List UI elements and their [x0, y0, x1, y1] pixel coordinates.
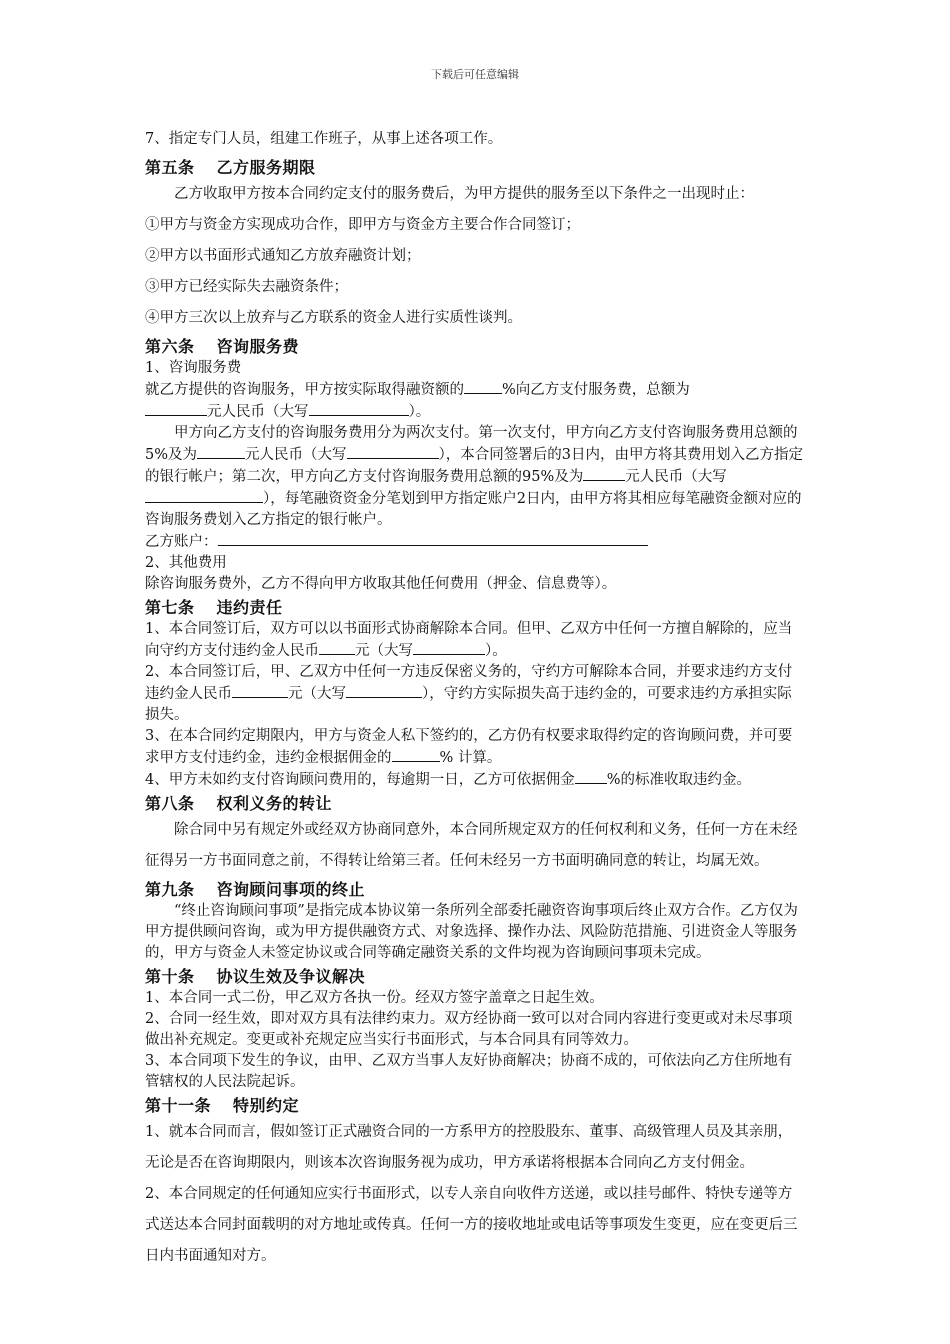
- article-6-section-1: 1、咨询服务费: [145, 360, 242, 376]
- article-5-heading: 第五条 乙方服务期限: [145, 158, 316, 177]
- article-6-heading: 第六条 咨询服务费: [145, 337, 300, 356]
- article-11-heading: 第十一条 特别约定: [145, 1096, 300, 1115]
- blank-percent: [464, 379, 502, 394]
- blank-penalty-2-words: [346, 683, 422, 698]
- blank-penalty-1-amount: [319, 640, 355, 655]
- blank-first-amount: [197, 444, 245, 459]
- article-7-clause-3: 3、在本合同约定期限内，甲方与资金人私下签约的，乙方仍有权要求取得约定的咨询顾问费，并可要求甲方支付违约金，违约金根据佣金的 % 计算。: [145, 728, 793, 766]
- article-8-paragraph: 除合同中另有规定外或经双方协商同意外，本合同所规定双方的任何权利和义务，任何一方在未经征得另一方书面同意之前，不得转让给第三者。任何未经另一方书面明确同意的转让，均属无效。: [145, 822, 798, 869]
- blank-total-words: [309, 401, 409, 416]
- article-10-heading: 第十条 协议生效及争议解决: [145, 967, 366, 986]
- article-7-clause-2: 2、本合同签订后，甲、乙双方中任何一方违反保密义务的，守约方可解除本合同，并要求违约方支付违约金人民币 元（大写 ），守约方实际损失高于违约金的，可要求违约方承担实际损失。: [145, 664, 793, 723]
- blank-second-words: [145, 488, 263, 503]
- blank-first-words: [347, 444, 439, 459]
- article-9-heading: 第九条 咨询顾问事项的终止: [145, 880, 366, 899]
- article-6-section-2: 2、其他费用: [145, 555, 227, 571]
- blank-commission-percent: [392, 747, 440, 762]
- blank-second-amount: [583, 466, 625, 481]
- intro-line: 7、指定专门人员，组建工作班子，从事上述各项工作。: [145, 131, 503, 147]
- article-9-paragraph: “终止咨询顾问事项”是指完成本协议第一条所列全部委托融资咨询事项后终止双方合作。乙方仅为甲方提供顾问咨询，或为甲方提供融资方式、对象选择、操作办法、风险防范措施、引进资金人等服务的，甲方与资金人未签定协议或合同等确定融资关系的文件均视为咨询顾问事项未完成。: [145, 903, 798, 961]
- article-10-clause-3: 3、本合同项下发生的争议，由甲、乙双方当事人友好协商解决；协商不成的，可依法向乙方住所地有管辖权的人民法院起诉。: [145, 1053, 793, 1090]
- article-6-fee-clause: 就乙方提供的咨询服务，甲方按实际取得融资额的 %向乙方支付服务费，总额为 元人民币（大写 ）。: [145, 379, 805, 423]
- article-10-clause-1: 1、本合同一式二份，甲乙双方各执一份。经双方签字盖章之日起生效。: [145, 990, 604, 1006]
- article-5-item-3: ③甲方已经实际失去融资条件；: [145, 279, 348, 295]
- contract-body: [145, 124, 805, 1272]
- article-10-clause-2: 2、合同一经生效，即对双方具有法律约束力。双方经协商一致可以对合同内容进行变更或对未尽事项做出补充规定。变更或补充规定应当实行书面形式，与本合同具有同等效力。: [145, 1011, 793, 1048]
- article-6-payment-clause: 甲方向乙方支付的咨询服务费用分为两次支付。第一次支付，甲方向乙方支付咨询服务费用总额的5%及为 元人民币（大写 ），本合同签署后的3日内，由甲方将其费用划入乙方指定的银行帐户；第二次，甲方向乙方支付咨询服务费用总额的95%及为 元人民币（大写），每笔融资资金分笔划到甲方指定账户2日内，由甲方将其相应每笔融资金额对应的咨询服务费划入乙方指定的银行帐户。: [145, 425, 803, 528]
- article-11-clause-1: 1、就本合同而言，假如签订正式融资合同的一方系甲方的控股股东、董事、高级管理人员及其亲朋，无论是否在咨询期限内，则该本次咨询服务视为成功，甲方承诺将根据本合同向乙方支付佣金。: [145, 1124, 793, 1171]
- page-header: 下载后可任意编辑: [431, 68, 519, 81]
- article-5-item-2: ②甲方以书面形式通知乙方放弃融资计划；: [145, 248, 421, 264]
- article-6-account: 乙方账户：: [145, 531, 805, 553]
- blank-total-amount: [145, 401, 207, 416]
- article-7-clause-4: 4、甲方未如约支付咨询顾问费用的，每逾期一日，乙方可依据佣金 %的标准收取违约金。: [145, 769, 805, 791]
- article-7-heading: 第七条 违约责任: [145, 598, 283, 617]
- article-6-other-fees: 除咨询服务费外，乙方不得向甲方收取其他任何费用（押金、信息费等）。: [145, 576, 617, 592]
- article-7-clause-1: 1、本合同签订后，双方可以以书面形式协商解除本合同。但甲、乙双方中任何一方擅自解除的，应当向守约方支付违约金人民币 元（大写 ）。: [145, 621, 793, 659]
- blank-penalty-2-amount: [232, 683, 288, 698]
- blank-penalty-1-words: [413, 640, 485, 655]
- article-11-clause-2: 2、本合同规定的任何通知应实行书面形式，以专人亲自向收件方送递，或以挂号邮件、特快专递等方式送达本合同封面载明的对方地址或传真。任何一方的接收地址或电话等事项发生变更，应在变更后三日内书面通知对方。: [145, 1186, 798, 1264]
- article-5-item-4: ④甲方三次以上放弃与乙方联系的资金人进行实质性谈判。: [145, 310, 522, 326]
- blank-account: [218, 531, 648, 546]
- article-5-paragraph: 乙方收取甲方按本合同约定支付的服务费后，为甲方提供的服务至以下条件之一出现时止：: [174, 186, 754, 202]
- article-5-item-1: ①甲方与资金方实现成功合作，即甲方与资金方主要合作合同签订；: [145, 217, 580, 233]
- blank-late-fee-percent: [575, 769, 607, 784]
- article-8-heading: 第八条 权利义务的转让: [145, 794, 333, 813]
